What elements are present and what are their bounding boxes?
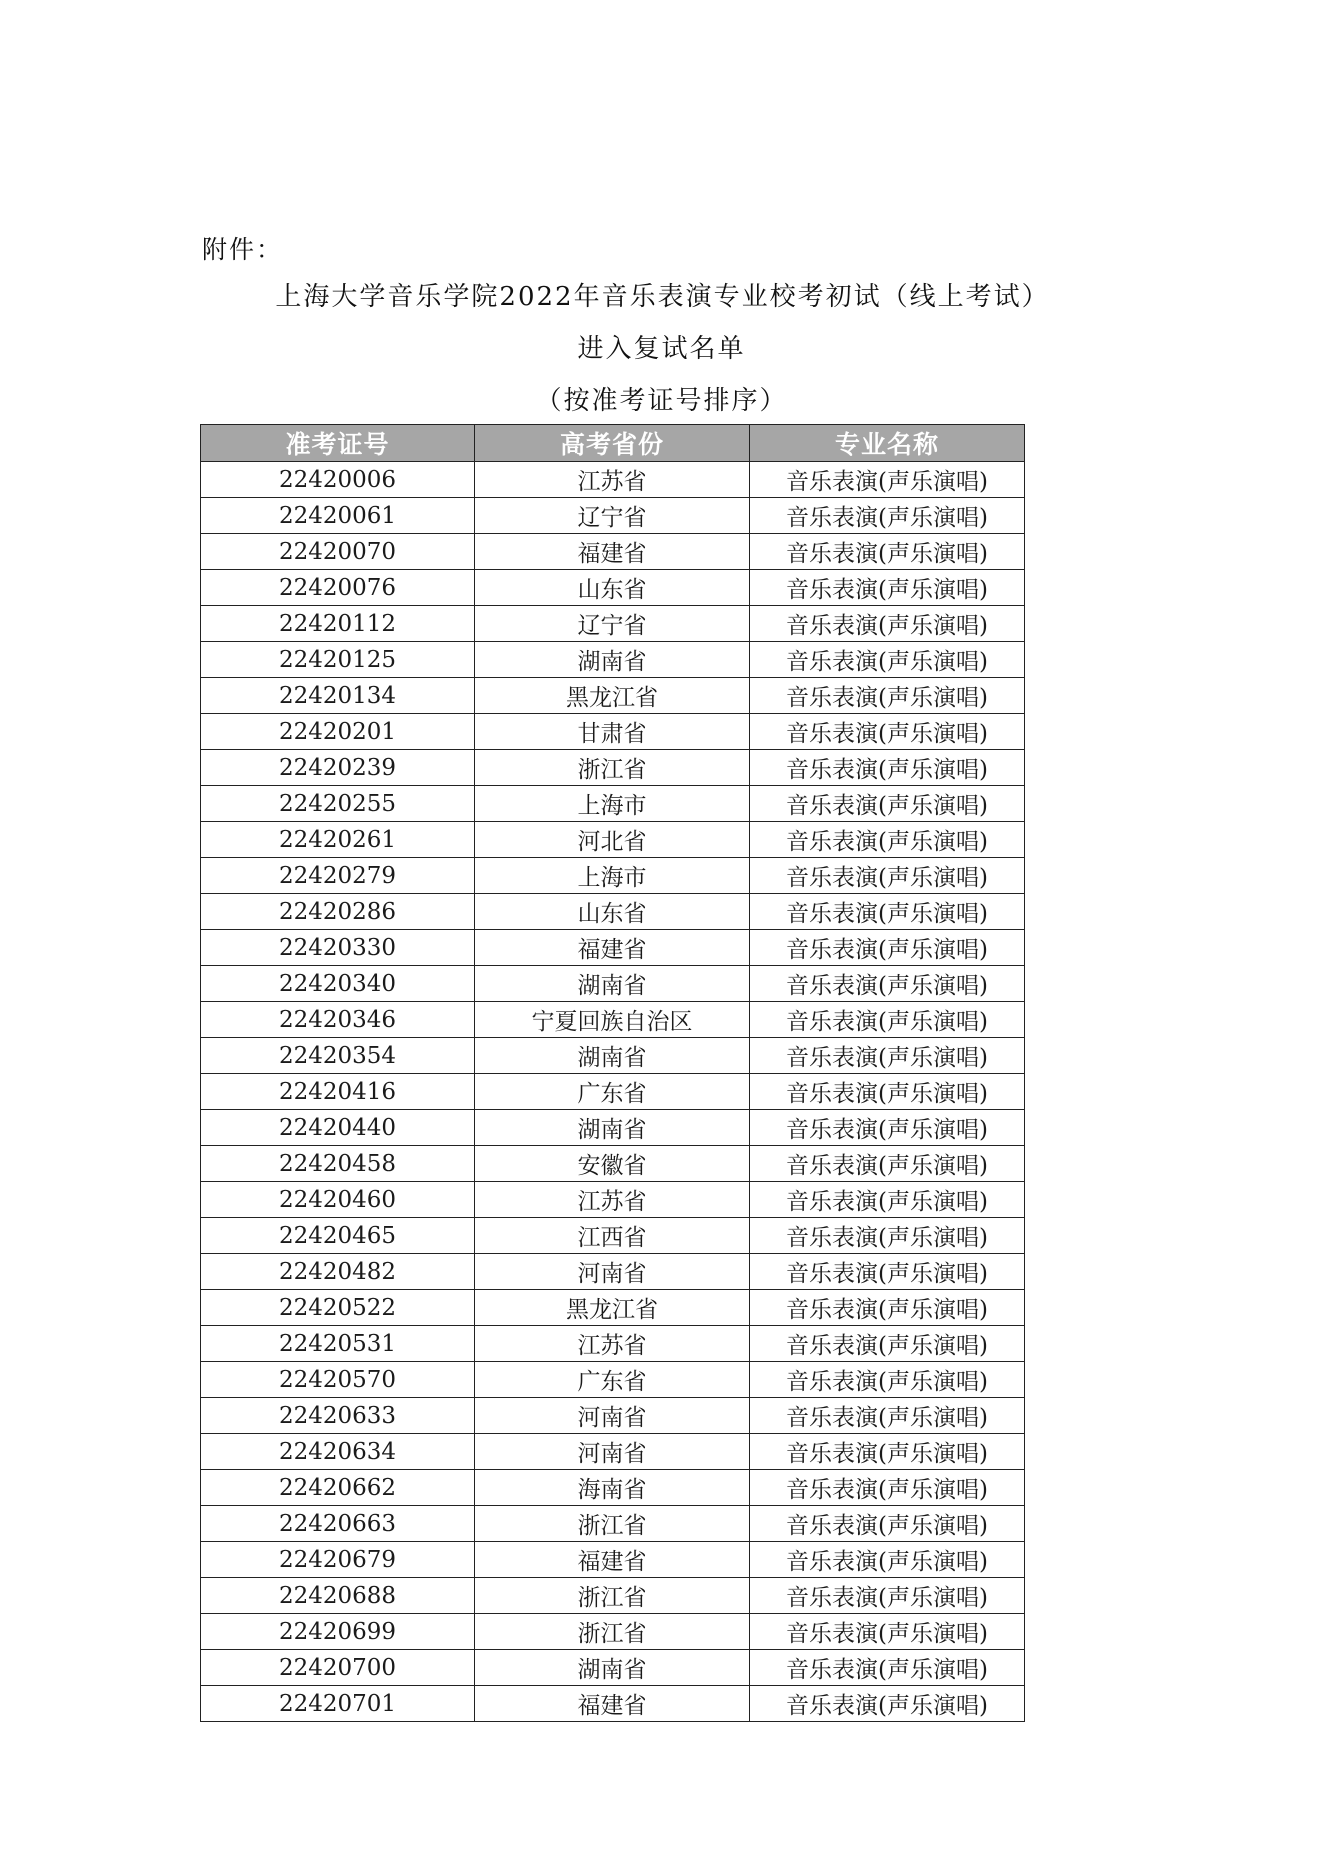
cell-exam-id: 22420416 — [201, 1074, 475, 1110]
cell-province: 山东省 — [475, 570, 750, 606]
cell-exam-id: 22420700 — [201, 1650, 475, 1686]
cell-major: 音乐表演(声乐演唱) — [750, 714, 1025, 750]
cell-province: 宁夏回族自治区 — [475, 1002, 750, 1038]
cell-major: 音乐表演(声乐演唱) — [750, 786, 1025, 822]
cell-major: 音乐表演(声乐演唱) — [750, 966, 1025, 1002]
cell-province: 浙江省 — [475, 1614, 750, 1650]
cell-exam-id: 22420070 — [201, 534, 475, 570]
table-row — [201, 1470, 1025, 1506]
cell-province: 福建省 — [475, 534, 750, 570]
cell-major: 音乐表演(声乐演唱) — [750, 822, 1025, 858]
table-row — [201, 1290, 1025, 1326]
cell-province: 辽宁省 — [475, 498, 750, 534]
cell-exam-id: 22420261 — [201, 822, 475, 858]
cell-province: 湖南省 — [475, 642, 750, 678]
cell-major: 音乐表演(声乐演唱) — [750, 1290, 1025, 1326]
cell-major: 音乐表演(声乐演唱) — [750, 1182, 1025, 1218]
cell-major: 音乐表演(声乐演唱) — [750, 1578, 1025, 1614]
cell-exam-id: 22420662 — [201, 1470, 475, 1506]
cell-exam-id: 22420330 — [201, 930, 475, 966]
table-row — [201, 750, 1025, 786]
cell-province: 福建省 — [475, 1542, 750, 1578]
cell-exam-id: 22420061 — [201, 498, 475, 534]
cell-province: 福建省 — [475, 1686, 750, 1722]
cell-major: 音乐表演(声乐演唱) — [750, 462, 1025, 498]
table-row — [201, 1686, 1025, 1722]
cell-major: 音乐表演(声乐演唱) — [750, 1398, 1025, 1434]
table-row — [201, 1182, 1025, 1218]
table-row — [201, 1038, 1025, 1074]
cell-major: 音乐表演(声乐演唱) — [750, 1542, 1025, 1578]
cell-province: 甘肃省 — [475, 714, 750, 750]
cell-major: 音乐表演(声乐演唱) — [750, 534, 1025, 570]
table-row — [201, 570, 1025, 606]
cell-exam-id: 22420679 — [201, 1542, 475, 1578]
cell-exam-id: 22420340 — [201, 966, 475, 1002]
cell-province: 浙江省 — [475, 1578, 750, 1614]
table-row — [201, 606, 1025, 642]
candidate-table — [200, 424, 1025, 1722]
cell-exam-id: 22420279 — [201, 858, 475, 894]
cell-exam-id: 22420688 — [201, 1578, 475, 1614]
cell-exam-id: 22420531 — [201, 1326, 475, 1362]
table-row — [201, 462, 1025, 498]
table-header — [201, 425, 1025, 462]
sort-note: （按准考证号排序） — [535, 386, 788, 416]
cell-major: 音乐表演(声乐演唱) — [750, 1110, 1025, 1146]
cell-exam-id: 22420125 — [201, 642, 475, 678]
cell-exam-id: 22420255 — [201, 786, 475, 822]
cell-province: 上海市 — [475, 858, 750, 894]
cell-major: 音乐表演(声乐演唱) — [750, 1254, 1025, 1290]
table-row — [201, 498, 1025, 534]
table-row — [201, 1002, 1025, 1038]
cell-exam-id: 22420634 — [201, 1434, 475, 1470]
table-row — [201, 1614, 1025, 1650]
cell-province: 江苏省 — [475, 1182, 750, 1218]
cell-major: 音乐表演(声乐演唱) — [750, 1038, 1025, 1074]
cell-province: 江西省 — [475, 1218, 750, 1254]
cell-major: 音乐表演(声乐演唱) — [750, 642, 1025, 678]
cell-exam-id: 22420460 — [201, 1182, 475, 1218]
cell-major: 音乐表演(声乐演唱) — [750, 1146, 1025, 1182]
table-row — [201, 894, 1025, 930]
cell-major: 音乐表演(声乐演唱) — [750, 858, 1025, 894]
table-row — [201, 678, 1025, 714]
table-row — [201, 1578, 1025, 1614]
table-row — [201, 1110, 1025, 1146]
table-row — [201, 930, 1025, 966]
cell-major: 音乐表演(声乐演唱) — [750, 498, 1025, 534]
table-row — [201, 1326, 1025, 1362]
cell-major: 音乐表演(声乐演唱) — [750, 1218, 1025, 1254]
cell-exam-id: 22420482 — [201, 1254, 475, 1290]
cell-major: 音乐表演(声乐演唱) — [750, 894, 1025, 930]
table-row — [201, 966, 1025, 1002]
cell-major: 音乐表演(声乐演唱) — [750, 1614, 1025, 1650]
cell-province: 黑龙江省 — [475, 678, 750, 714]
cell-province: 湖南省 — [475, 1038, 750, 1074]
cell-exam-id: 22420201 — [201, 714, 475, 750]
cell-major: 音乐表演(声乐演唱) — [750, 1506, 1025, 1542]
cell-province: 湖南省 — [475, 1110, 750, 1146]
cell-exam-id: 22420663 — [201, 1506, 475, 1542]
table-row — [201, 1362, 1025, 1398]
table-row — [201, 1218, 1025, 1254]
table-row — [201, 642, 1025, 678]
column-header-exam-id: 准考证号 — [201, 425, 475, 462]
cell-province: 河南省 — [475, 1254, 750, 1290]
table-row — [201, 858, 1025, 894]
cell-exam-id: 22420699 — [201, 1614, 475, 1650]
table-row — [201, 1434, 1025, 1470]
cell-exam-id: 22420465 — [201, 1218, 475, 1254]
cell-major: 音乐表演(声乐演唱) — [750, 570, 1025, 606]
column-header-major: 专业名称 — [750, 425, 1025, 462]
cell-major: 音乐表演(声乐演唱) — [750, 1074, 1025, 1110]
cell-exam-id: 22420239 — [201, 750, 475, 786]
cell-exam-id: 22420701 — [201, 1686, 475, 1722]
cell-major: 音乐表演(声乐演唱) — [750, 750, 1025, 786]
cell-exam-id: 22420440 — [201, 1110, 475, 1146]
table-row — [201, 1650, 1025, 1686]
table-row — [201, 534, 1025, 570]
cell-exam-id: 22420112 — [201, 606, 475, 642]
cell-major: 音乐表演(声乐演唱) — [750, 930, 1025, 966]
cell-province: 安徽省 — [475, 1146, 750, 1182]
table-row — [201, 1146, 1025, 1182]
cell-major: 音乐表演(声乐演唱) — [750, 1326, 1025, 1362]
table-row — [201, 1074, 1025, 1110]
table-row — [201, 786, 1025, 822]
cell-province: 江苏省 — [475, 462, 750, 498]
cell-exam-id: 22420458 — [201, 1146, 475, 1182]
attachment-label: 附件： — [202, 235, 284, 264]
cell-exam-id: 22420134 — [201, 678, 475, 714]
cell-province: 湖南省 — [475, 966, 750, 1002]
cell-major: 音乐表演(声乐演唱) — [750, 1002, 1025, 1038]
cell-province: 黑龙江省 — [475, 1290, 750, 1326]
column-header-province: 高考省份 — [475, 425, 750, 462]
cell-province: 山东省 — [475, 894, 750, 930]
document-title: 上海大学音乐学院2022年音乐表演专业校考初试（线上考试） — [275, 282, 1050, 312]
cell-major: 音乐表演(声乐演唱) — [750, 1434, 1025, 1470]
document-subtitle: 进入复试名单 — [577, 334, 746, 364]
table-row — [201, 1506, 1025, 1542]
cell-major: 音乐表演(声乐演唱) — [750, 678, 1025, 714]
cell-major: 音乐表演(声乐演唱) — [750, 1362, 1025, 1398]
cell-province: 辽宁省 — [475, 606, 750, 642]
cell-province: 河北省 — [475, 822, 750, 858]
cell-major: 音乐表演(声乐演唱) — [750, 1470, 1025, 1506]
table-row — [201, 822, 1025, 858]
cell-exam-id: 22420522 — [201, 1290, 475, 1326]
cell-province: 海南省 — [475, 1470, 750, 1506]
cell-province: 浙江省 — [475, 750, 750, 786]
table-body — [201, 462, 1025, 1722]
cell-exam-id: 22420006 — [201, 462, 475, 498]
cell-province: 上海市 — [475, 786, 750, 822]
cell-exam-id: 22420570 — [201, 1362, 475, 1398]
cell-exam-id: 22420346 — [201, 1002, 475, 1038]
cell-province: 湖南省 — [475, 1650, 750, 1686]
cell-major: 音乐表演(声乐演唱) — [750, 1686, 1025, 1722]
cell-major: 音乐表演(声乐演唱) — [750, 1650, 1025, 1686]
cell-province: 浙江省 — [475, 1506, 750, 1542]
cell-major: 音乐表演(声乐演唱) — [750, 606, 1025, 642]
cell-province: 江苏省 — [475, 1326, 750, 1362]
cell-exam-id: 22420286 — [201, 894, 475, 930]
cell-exam-id: 22420076 — [201, 570, 475, 606]
table-row — [201, 1254, 1025, 1290]
table-row — [201, 1398, 1025, 1434]
cell-province: 河南省 — [475, 1398, 750, 1434]
table-row — [201, 714, 1025, 750]
cell-province: 福建省 — [475, 930, 750, 966]
cell-province: 广东省 — [475, 1362, 750, 1398]
cell-province: 广东省 — [475, 1074, 750, 1110]
cell-exam-id: 22420354 — [201, 1038, 475, 1074]
table-row — [201, 1542, 1025, 1578]
cell-exam-id: 22420633 — [201, 1398, 475, 1434]
cell-province: 河南省 — [475, 1434, 750, 1470]
header-row — [201, 425, 1025, 462]
